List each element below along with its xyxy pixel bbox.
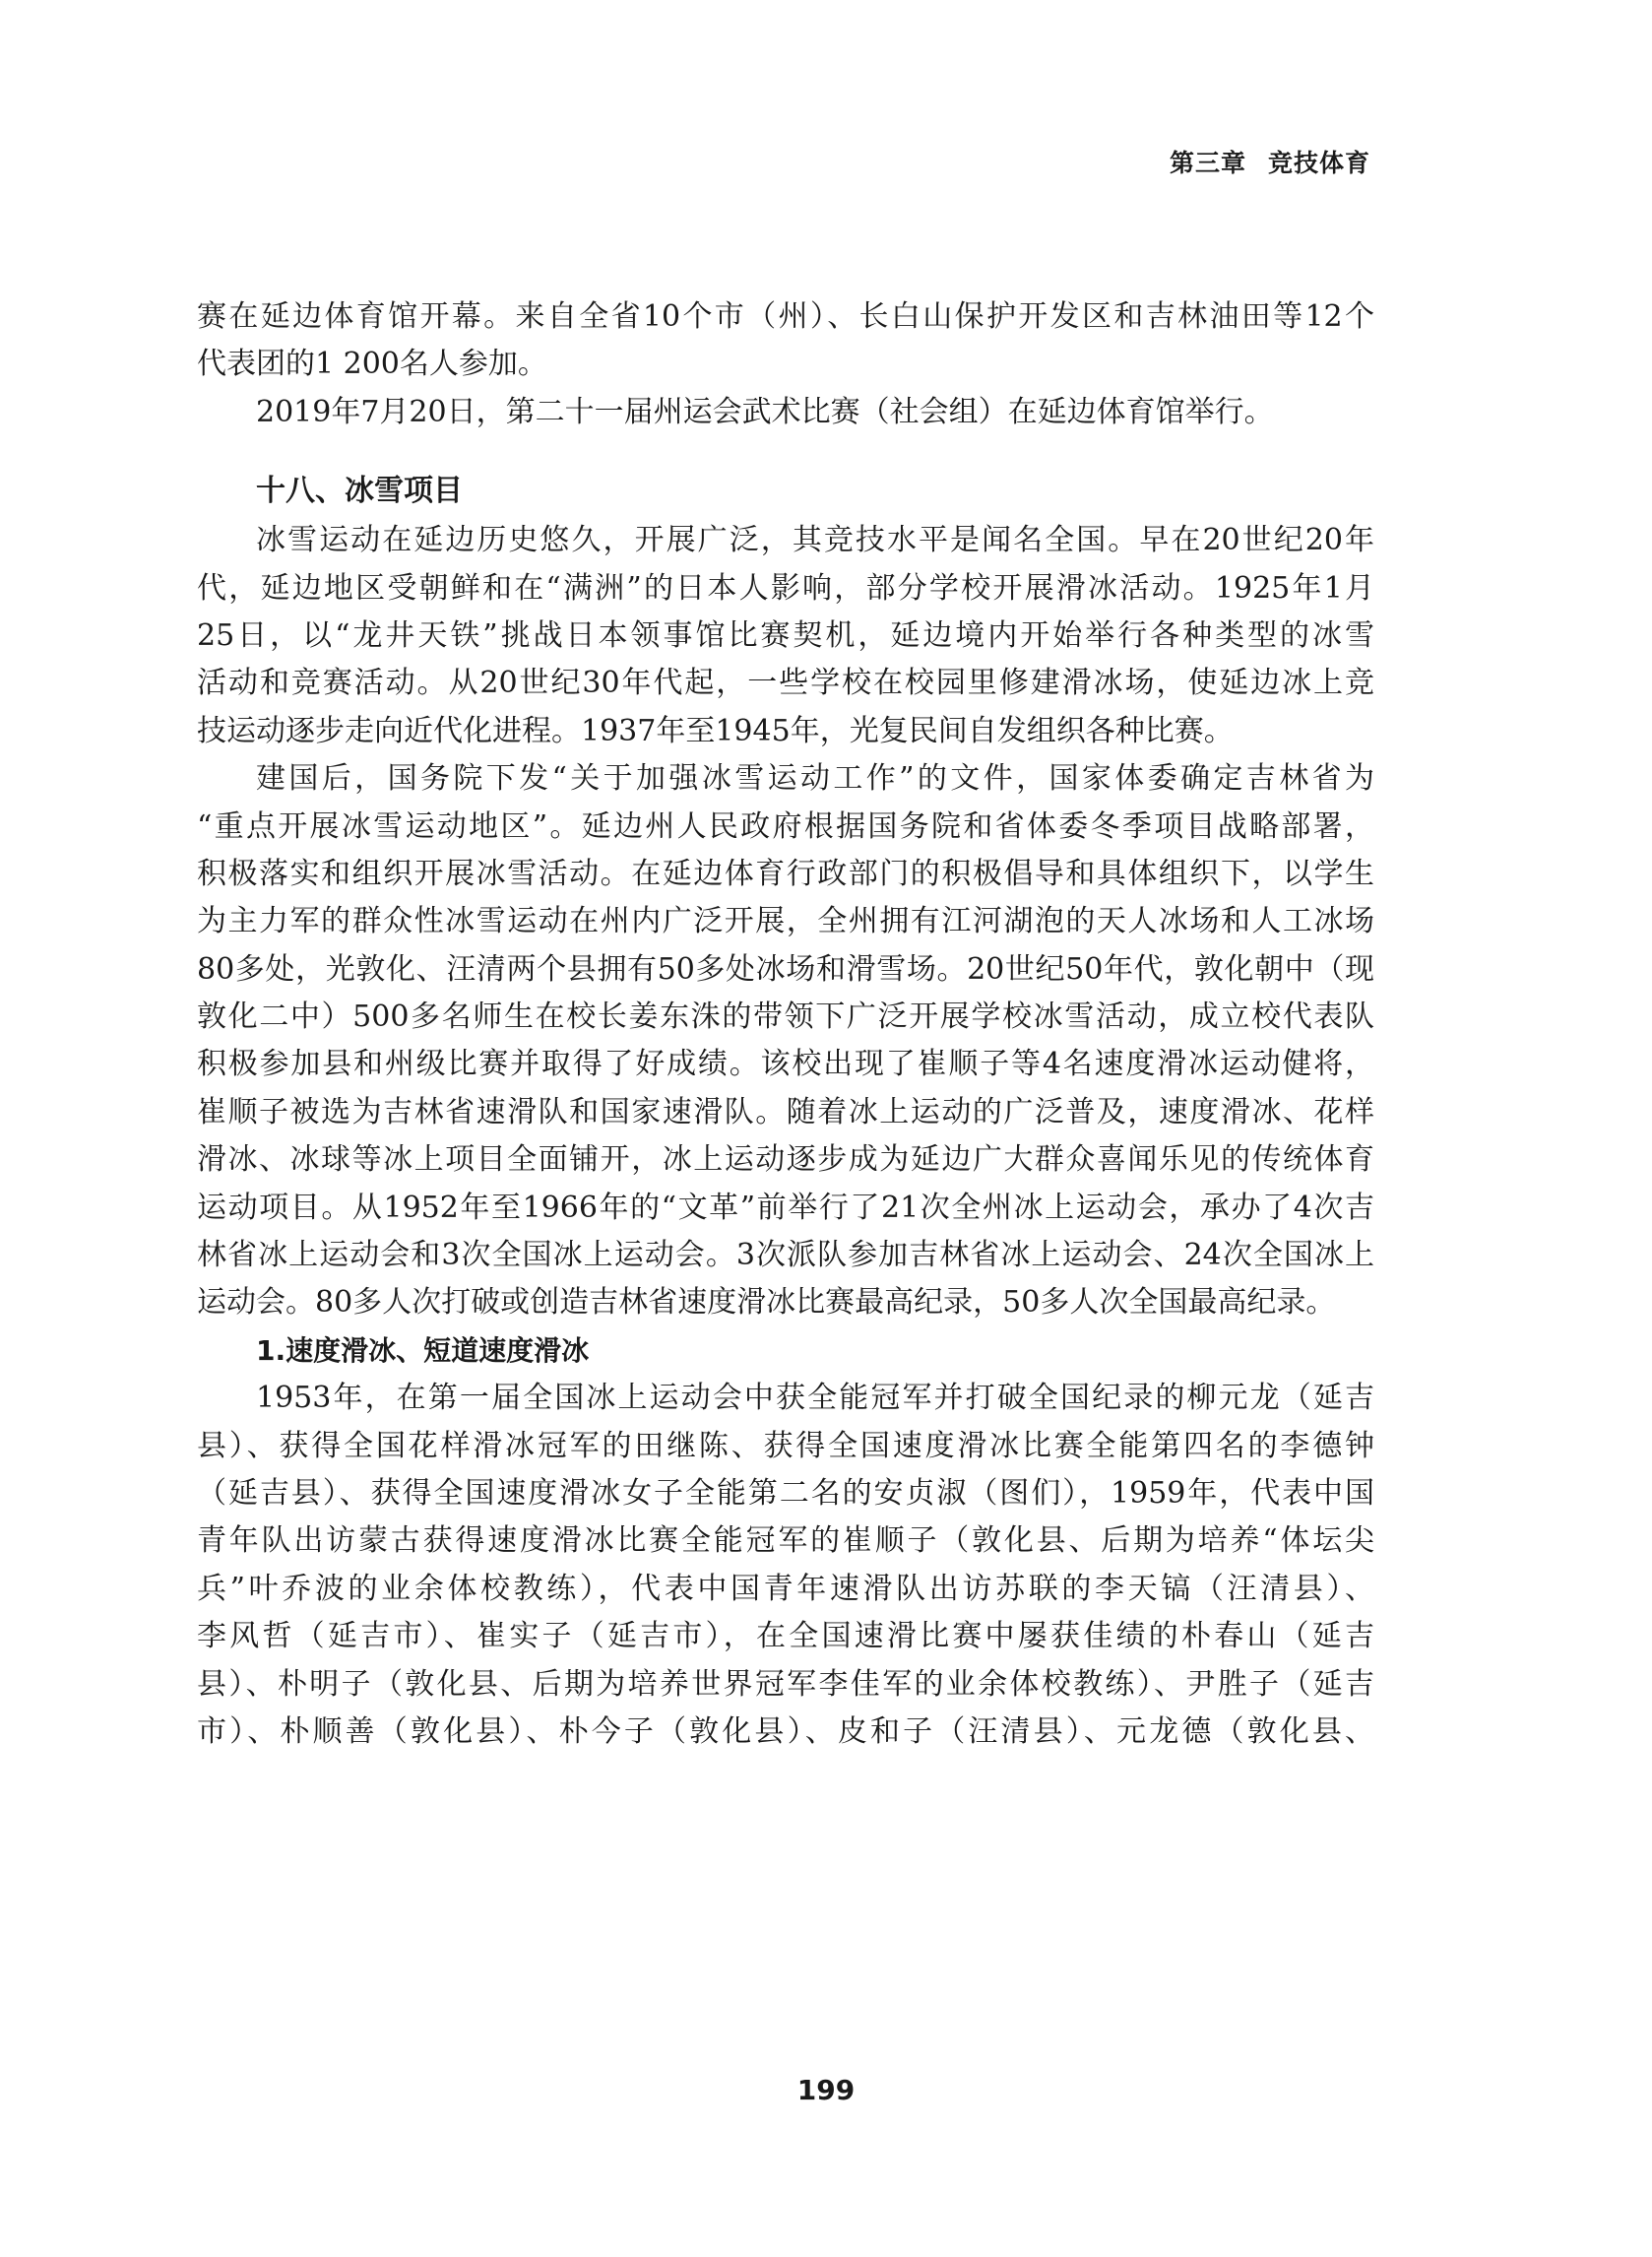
text-line: 青年队出访蒙古获得速度滑冰比赛全能冠军的崔顺子（敦化县、后期为培养“体坛尖 (197, 1523, 1374, 1559)
text-line: 兵”叶乔波的业余体校教练），代表中国青年速滑队出访苏联的李天镐（汪清县）、 (197, 1571, 1374, 1606)
text-line: 积极参加县和州级比赛并取得了好成绩。该校出现了崔顺子等4名速度滑冰运动健将， (197, 1047, 1374, 1082)
text-line: 25日，以“龙井天铁”挑战日本领事馆比赛契机，延边境内开始举行各种类型的冰雪 (197, 617, 1374, 653)
text-line: 活动和竞赛活动。从20世纪30年代起，一些学校在校园里修建滑冰场，使延边冰上竞 (197, 666, 1374, 701)
page-number: 199 (796, 2074, 856, 2106)
running-header (0, 144, 1370, 179)
text-line: 积极落实和组织开展冰雪活动。在延边体育行政部门的积极倡导和具体组织下，以学生 (197, 856, 1374, 891)
paragraph (197, 293, 1374, 389)
paragraph (197, 755, 1374, 1327)
text-line: 滑冰、冰球等冰上项目全面铺开，冰上运动逐步成为延边广大群众喜闻乐见的传统体育 (197, 1142, 1374, 1178)
text-line: 县）、朴明子（敦化县、后期为培养世界冠军李佳军的业余体校教练）、尹胜子（延吉 (197, 1666, 1374, 1702)
sub-heading: 1.速度滑冰、短道速度滑冰 (256, 1333, 590, 1367)
text-line: 技运动逐步走向近代化进程。1937年至1945年，光复民间自发组织各种比赛。 (197, 713, 1234, 748)
text-line: 李风哲（延吉市）、崔实子（延吉市），在全国速滑比赛中屡获佳绩的朴春山（延吉 (197, 1619, 1374, 1654)
paragraph (197, 1375, 1374, 1756)
paragraph (197, 517, 1374, 755)
text-line: 敦化二中）500多名师生在校长姜东洙的带领下广泛开展学校冰雪活动，成立校代表队 (197, 1000, 1374, 1035)
text-line: 代，延边地区受朝鲜和在“满洲”的日本人影响，部分学校开展滑冰活动。1925年1月 (197, 570, 1374, 606)
text-line: 冰雪运动在延边历史悠久，开展广泛，其竞技水平是闻名全国。早在20世纪20年 (256, 523, 1374, 558)
chapter-title: 竞技体育 (1267, 149, 1370, 177)
text-line: 运动项目。从1952年至1966年的“文革”前举行了21次全州冰上运动会，承办了4次吉 (197, 1190, 1374, 1225)
chapter-label: 第三章 (1169, 149, 1246, 177)
text-line: 为主力军的群众性冰雪运动在州内广泛开展，全州拥有江河湖泡的天人冰场和人工冰场 (197, 904, 1374, 939)
text-line: 运动会。80多人次打破或创造吉林省速度滑冰比赛最高纪录，50多人次全国最高纪录。 (197, 1285, 1336, 1321)
text-line: 市）、朴顺善（敦化县）、朴今子（敦化县）、皮和子（汪清县）、元龙德（敦化县、 (197, 1713, 1374, 1749)
text-line: 县）、获得全国花样滑冰冠军的田继陈、获得全国速度滑冰比赛全能第四名的李德钟 (197, 1428, 1374, 1463)
text-line: 林省冰上运动会和3次全国冰上运动会。3次派队参加吉林省冰上运动会、24次全国冰上 (197, 1238, 1374, 1273)
text-line: 建国后，国务院下发“关于加强冰雪运动工作”的文件，国家体委确定吉林省为 (256, 761, 1374, 797)
paragraph (197, 389, 1374, 436)
text-line: （延吉县）、获得全国速度滑冰女子全能第二名的安贞淑（图们），1959年，代表中国 (197, 1475, 1374, 1511)
section-heading: 十八、冰雪项目 (256, 474, 463, 509)
text-line: 2019年7月20日，第二十一届州运会武术比赛（社会组）在延边体育馆举行。 (256, 394, 1274, 429)
text-line: 崔顺子被选为吉林省速滑队和国家速滑队。随着冰上运动的广泛普及，速度滑冰、花样 (197, 1094, 1374, 1129)
text-line: 80多处，光敦化、汪清两个县拥有50多处冰场和滑雪场。20世纪50年代，敦化朝中（现 (197, 951, 1374, 987)
text-line: 1953年，在第一届全国冰上运动会中获全能冠军并打破全国纪录的柳元龙（延吉 (256, 1381, 1374, 1416)
text-line: “重点开展冰雪运动地区”。延边州人民政府根据国务院和省体委冬季项目战略部署， (197, 808, 1374, 844)
page-body (197, 293, 1374, 1756)
text-line: 赛在延边体育馆开幕。来自全省10个市（州）、长白山保护开发区和吉林油田等12个 (197, 299, 1374, 334)
text-line: 代表团的1 200名人参加。 (197, 347, 547, 382)
